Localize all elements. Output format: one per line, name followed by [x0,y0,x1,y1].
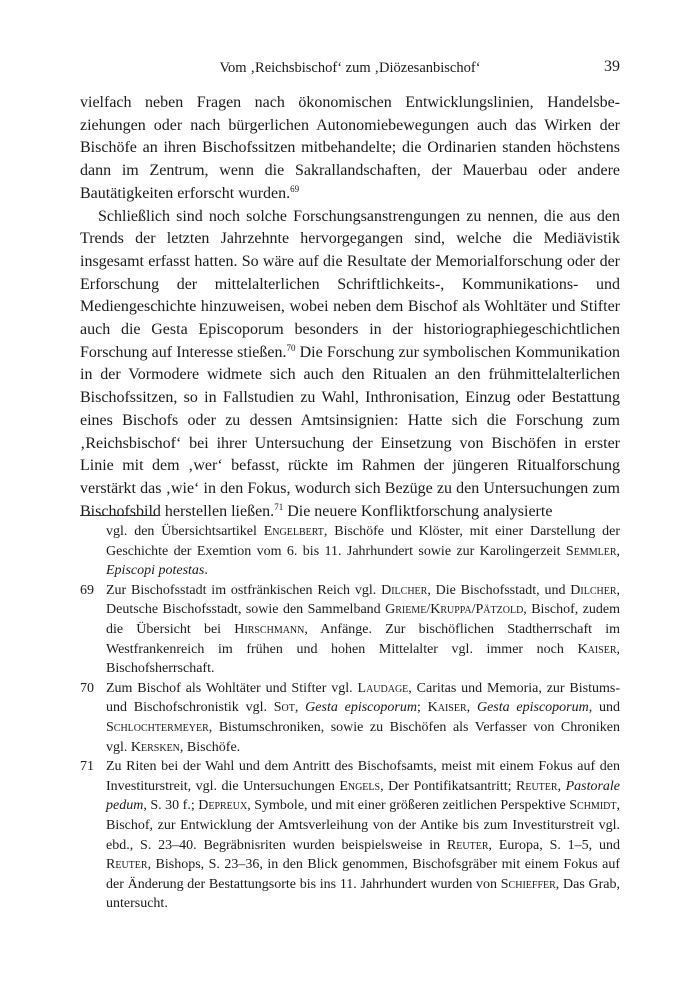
footnote-ref: 70 [286,342,296,353]
footnote-text: , Der Pontifikatsantritt; [380,778,517,794]
author-name: Schieffer [500,876,556,892]
footnote-text: , Bischöfe. [179,739,241,755]
paragraph-2 [80,206,620,524]
footnote-text: Zur Bischofsstadt im ostfränkischen Reich vgl. [106,582,382,598]
footnote-number: 71 [80,759,94,775]
paragraph-1 [80,92,620,206]
main-text [80,92,620,523]
paragraph-text: Die Forschung zur symbolischen Kommunikation in der Vormodere widmete sich auch den Ritualen an den frühmittelalterlichen Bischofssitzen, so in Fallstudien zu Wahl, Inthronisation, Einzug oder Bestattung eines Bischofs oder zu dessen Amtsinsignien: Hatte sich die Forschung zum ‚Reichsbischof‘ bei ihrer Untersuchung der Einsetzung von Bischöfen in erster Linie mit dem ‚wer‘ befasst, rückte im Rahmen der jüngeren Ritualforschung verstärkt das ‚wie‘ in den Fokus, wodurch sich Bezüge zu den Untersuchungen zum Bischofsbild herstellen ließen. [80,343,620,520]
page-number: 39 [604,58,620,75]
author-name: Dilcher [381,582,428,598]
footnote-continued [80,522,620,581]
footnote-text: , Anfänge. Zur bischöflichen Stadtherrschaft im Westfrankenreich im frühen und hohen Mittelalter vgl. immer noch [106,621,620,657]
page-header [80,58,620,82]
footnote-text: , [557,778,566,794]
footnote-text: , Bischof, zur Entwicklung der Amtsverleihung von der Antike bis zum Investiturstreit vgl. ebd., S. 23–40. Begräbnisriten wurden beispielsweise in [106,798,620,853]
footnote-text: Zum Bischof als Wohltäter und Stifter vgl. [106,680,358,696]
footnote-number: 70 [80,680,94,696]
author-name: Sot [273,700,295,716]
footnote-text: , Caritas und Memoria, zur Bistums- und Bischofschronistik vgl. [106,680,620,716]
footnote-ref: 71 [274,501,284,512]
paragraph-text: Die neuere Konfliktforschung analysierte [283,502,553,520]
footnote-69 [80,581,620,679]
author-name: Kaiser [577,641,617,657]
footnote-text: , Symbole, und mit einer größeren zeitlichen Perspektive [247,798,570,814]
footnote-text: , [294,700,306,716]
author-name: Engels [339,778,381,794]
footnote-text: , Bischöfe und Klöster, mit einer Darstellung der Geschichte der Exemtion vom 6. bis 11. Jahrhundert sowie zur Karolingerzeit [106,524,620,559]
footnote-text: , Das Grab, untersucht. [106,876,620,912]
footnote-number: 69 [80,582,94,598]
work-title: Gesta episcoporum [476,700,589,716]
footnote-text: , Deutsche Bischofsstadt, sowie den Sammelband [106,582,620,618]
footnote-70 [80,679,620,757]
author-name: Kersken [130,739,180,755]
footnote-71 [80,757,620,914]
author-name: Schmidt [569,798,617,814]
paragraph-text: Schließlich sind noch solche Forschungsanstrengungen zu nennen, die aus den Trends der letzten Jahrzehnte hervorgegangen sind, welche die Mediävistik insgesamt erfasst hatten. So wäre auf die Resultate der Memorialforschung oder der Erforschung der mittelalterlichen Schriftlichkeits-, Kommunikations- und Mediengeschichte hinzuweisen, wobei neben dem Bischof als Wohltäter und Stifter auch die Gesta Episcoporum besonders in der historiographiegeschichtlichen Forschung auf Interesse stießen. [80,207,620,361]
paragraph-text: vielfach neben Fragen nach ökonomischen Entwicklungslinien, Handelsbeziehungen oder nach bürgerlichen Autonomiebewegungen auch das Wirken der Bischöfe an ihren Bischofssitzen mitbehandelte; die Ordinarien standen höchstens dann im Zentrum, wenn die Sakrallandschaften, der Mauerbau oder andere Bautätigkeiten erforscht wurden. [80,94,620,202]
running-title: Vom ‚Reichsbischof‘ zum ‚Diözesanbischof‘ [219,60,481,76]
footnote-text: , und [588,700,621,716]
footnote-text: ; [416,700,428,716]
footnote-text: , Bistumschroniken, sowie zu Bischöfen als Verfasser von Chroniken vgl. [106,719,620,755]
author-name: Laudage [357,680,409,696]
work-title: Episcopi potestas [106,563,205,579]
author-name: Semmler [565,543,617,559]
footnote-text: , [466,700,477,716]
footnote-text: , [616,543,620,559]
work-title: Gesta episcoporum [305,700,417,716]
author-name: Grieme/Kruppa/Pätzold [385,602,524,618]
author-name: Dilcher [570,582,617,598]
footnotes [80,522,620,914]
footnote-text: , S. 30 f.; [143,798,199,814]
footnote-text: , Bishops, S. 23–36, in den Blick genommen, Bischofsgräber mit einem Fokus auf der Änderung der Bestattungsorte bis ins 11. Jahrhundert wurden von [106,857,620,892]
footnote-text: , Europa, S. 1–5, und [488,837,621,853]
footnote-text: , Bischofsherrschaft. [106,641,620,677]
author-name: Reuter [446,837,489,853]
author-name: Reuter [106,857,148,873]
work-title: Pastorale pedum [106,778,621,814]
author-name: Depreux [198,798,248,814]
footnote-text: Zu Riten bei der Wahl und dem Antritt des Bischofsamts, meist mit einem Fokus auf den Investiturstreit, vgl. die Untersuchungen [106,759,620,794]
author-name: Reuter [516,778,558,794]
author-name: Schlochtermeyer [106,719,209,735]
author-name: Hirschmann [234,621,305,637]
footnote-text: . [204,563,208,579]
author-name: Kaiser [427,700,467,716]
footnote-text: , Die Bischofsstadt, und [427,582,571,598]
footnote-ref: 69 [290,183,300,194]
footnote-separator [80,515,158,516]
footnote-text: , Bischof, zudem die Übersicht bei [106,602,620,637]
footnote-text: vgl. den Übersichtsartikel [106,524,264,539]
author-name: Engelbert [263,524,324,539]
